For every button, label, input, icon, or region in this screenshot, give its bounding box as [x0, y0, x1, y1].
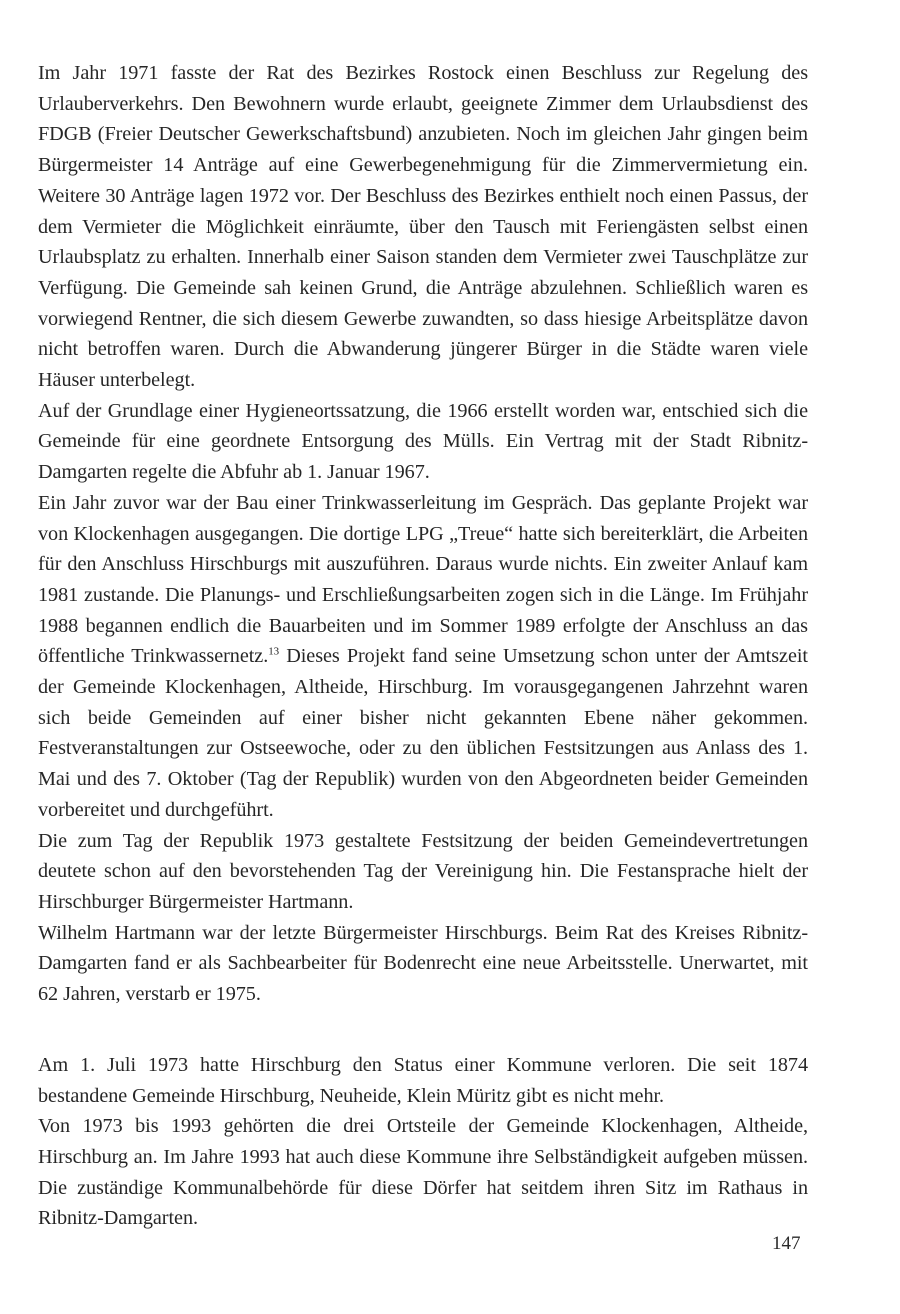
- page-body: [38, 58, 808, 1234]
- paragraph-festive-session: Die zum Tag der Republik 1973 gestaltete Festsitzung der beiden Gemeindevertretungen deutete schon auf den bevorstehenden Tag der Vereinigung hin. Die Festansprache hielt der Hirschburger Bürgermeister Hartmann.: [38, 829, 808, 913]
- section-1: [38, 58, 808, 1010]
- paragraph-tourism: Im Jahr 1971 fasste der Rat des Bezirkes Rostock einen Beschluss zur Regelung des Urlauberverkehrs. Den Bewohnern wurde erlaubt, geeignete Zimmer dem Urlaubsdienst des FDGB (Freier Deutscher Gewerkschaftsbund) anzubieten. Noch im gleichen Jahr gingen beim Bürgermeister 14 Anträge auf eine Gewerbegenehmigung für die Zimmervermietung ein. Weitere 30 Anträge lagen 1972 vor. Der Beschluss des Bezirkes enthielt noch einen Passus, der dem Vermieter die Möglichkeit einräumte, über den Tausch mit Feriengästen selbst einen Urlaubsplatz zu erhalten. Innerhalb einer Saison standen dem Vermieter zwei Tauschplätze zur Verfügung. Die Gemeinde sah keinen Grund, die Anträge abzulehnen. Schließlich waren es vorwiegend Rentner, die sich diesem Gewerbe zuwandten, so dass hiesige Arbeitsplätze davon nicht betroffen waren. Durch die Abwanderung jüngerer Bürger in die Städte waren viele Häuser unterbelegt.: [38, 62, 808, 392]
- paragraph-water-supply-part2: Dieses Projekt fand seine Umsetzung schon unter der Amtszeit der Gemeinde Klockenhagen, Altheide, Hirschburg. Im vorausgegangenen Jahrzehnt waren sich beide Gemeinden auf einer bisher nicht gekannten Ebene näher gekommen. Festveranstaltungen zur Ostseewoche, oder zu den üblichen Festsitzungen aus Anlass des 1. Mai und des 7. Oktober (Tag der Republik) wurden von den Abgeordneten beider Gemeinden vorbereitet und durchgeführt.: [38, 645, 808, 821]
- footnote-marker: 13: [268, 645, 280, 658]
- section-divider-space: [38, 1010, 808, 1050]
- paragraph-municipality-status: Am 1. Juli 1973 hatte Hirschburg den Status einer Kommune verloren. Die seit 1874 bestandene Gemeinde Hirschburg, Neuheide, Klein Müritz gibt es nicht mehr.: [38, 1053, 808, 1107]
- paragraph-municipality-merger: Von 1973 bis 1993 gehörten die drei Ortsteile der Gemeinde Klockenhagen, Altheide, Hirschburg an. Im Jahre 1993 hat auch diese Kommune ihre Selbständigkeit aufgeben müssen. Die zuständige Kommunalbehörde für diese Dörfer hat seitdem ihren Sitz im Rathaus in Ribnitz-Damgarten.: [38, 1115, 808, 1230]
- paragraph-waste-disposal: Auf der Grundlage einer Hygieneortssatzung, die 1966 erstellt worden war, entschied sich die Gemeinde für eine geordnete Entsorgung des Mülls. Ein Vertrag mit der Stadt Ribnitz-Damgarten regelte die Abfuhr ab 1. Januar 1967.: [38, 399, 808, 484]
- section-2: [38, 1050, 808, 1234]
- paragraph-water-supply-part1: Ein Jahr zuvor war der Bau einer Trinkwasserleitung im Gespräch. Das geplante Projekt war von Klockenhagen ausgegangen. Die dortige LPG „Treue“ hatte sich bereiterklärt, die Arbeiten für den Anschluss Hirschburgs mit auszuführen. Daraus wurde nichts. Ein zweiter Anlauf kam 1981 zustande. Die Planungs- und Erschließungsarbeiten zogen sich in die Länge. Im Frühjahr 1988 begannen endlich die Bauarbeiten und im Sommer 1989 erfolgte der Anschluss an das öffentliche Trinkwassernetz.: [38, 491, 808, 668]
- paragraph-water-supply: [38, 488, 808, 826]
- page-number: 147: [772, 1233, 801, 1254]
- paragraph-mayor-hartmann: Wilhelm Hartmann war der letzte Bürgermeister Hirschburgs. Beim Rat des Kreises Ribnitz-Damgarten fand er als Sachbearbeiter für Bodenrecht eine neue Arbeitsstelle. Unerwartet, mit 62 Jahren, verstarb er 1975.: [38, 921, 808, 1006]
